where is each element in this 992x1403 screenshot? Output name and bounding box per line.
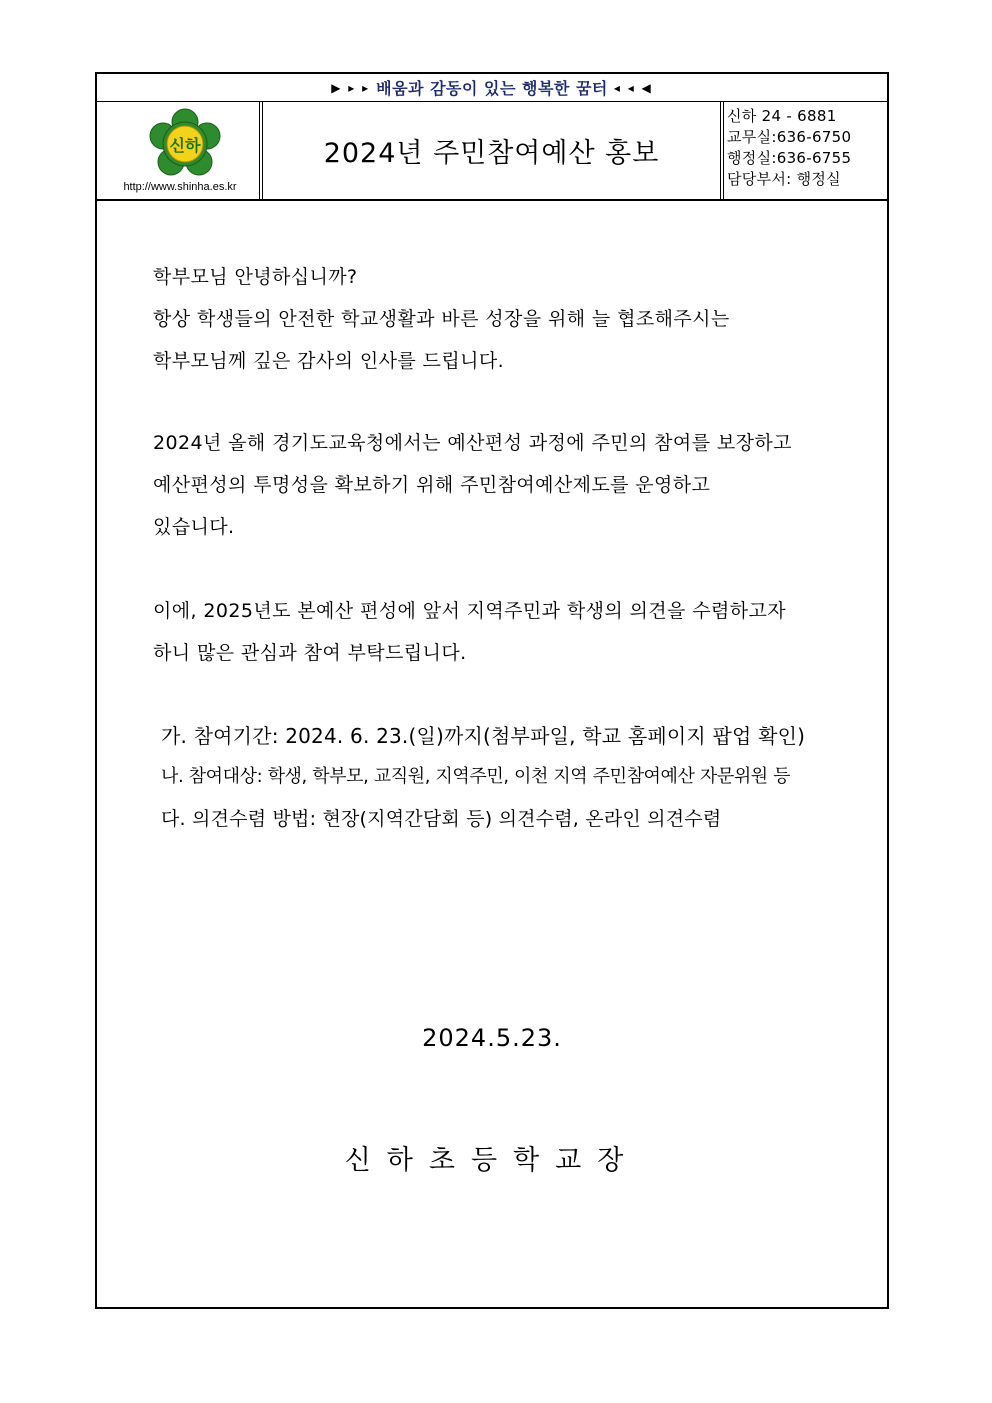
info-item-method: 다. 의견수렴 방법: 현장(지역간담회 등) 의견수렴, 온라인 의견수렴 [161,808,722,830]
document-frame [95,72,889,1309]
document-title: 2024년 주민참여예산 홍보 [323,138,660,169]
letterhead [97,102,887,201]
contact-line: 담당부서: 행정실 [727,170,841,188]
contact-line: 교무실:636-6750 [727,128,852,146]
signer-name: 신하초등학교장 [344,1145,640,1176]
body-paragraph-line: 학부모님 안녕하십니까? [153,266,358,288]
contact-line: 신하 24 - 6881 [727,107,837,125]
slogan-bar [97,74,887,102]
contact-line: 행정실:636-6755 [727,149,852,167]
left-arrows-icon: ◂ ◂ ◀ [613,80,653,95]
body-paragraph-line: 이에, 2025년도 본예산 편성에 앞서 지역주민과 학생의 의견을 수렴하고자 [153,600,787,622]
logo-cell [97,102,263,199]
body-paragraph-line: 2024년 올해 경기도교육청에서는 예산편성 과정에 주민의 참여를 보장하고 [153,432,792,454]
body-paragraph-line: 항상 학생들의 안전한 학교생활과 바른 성장을 위해 늘 협조해주시는 [153,308,730,330]
logo-text: 신하 [169,136,201,155]
body-paragraph-line: 있습니다. [153,516,235,538]
body-paragraph-line: 예산편성의 투명성을 확보하기 위해 주민참여예산제도를 운영하고 [153,474,711,496]
body-paragraph-line: 학부모님께 깊은 감사의 인사를 드립니다. [153,350,505,372]
document-date: 2024.5.23. [422,1024,562,1052]
school-logo [147,108,223,180]
title-cell [263,102,720,199]
body-paragraph-line: 하니 많은 관심과 참여 부탁드립니다. [153,642,467,664]
school-slogan: 배움과 감동이 있는 행복한 꿈터 [376,79,608,98]
contact-info [720,102,887,199]
right-arrows-icon: ▶ ▸ ▸ [331,80,371,95]
info-item-period: 가. 참여기간: 2024. 6. 23.(일)까지(첨부파일, 학교 홈페이지 팝업 확인) [161,724,806,748]
school-url[interactable]: http://www.shinha.es.kr [123,181,237,193]
info-item-target: 나. 참여대상: 학생, 학부모, 교직원, 지역주민, 이천 지역 주민참여예산 자문위원 등 [161,766,791,787]
